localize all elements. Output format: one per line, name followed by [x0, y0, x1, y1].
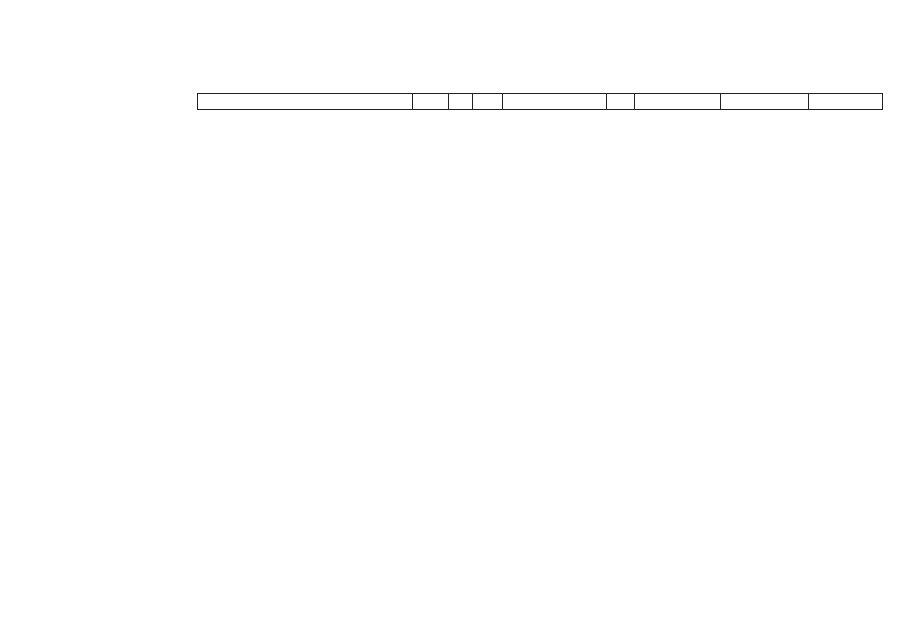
- header-rz: [448, 94, 472, 109]
- header-csr: [502, 94, 606, 109]
- header-2019: [808, 94, 882, 109]
- header-vr: [606, 94, 634, 109]
- header-2018: [720, 94, 808, 109]
- header-name: [198, 94, 412, 109]
- header-ved: [412, 94, 448, 109]
- header-2017: [634, 94, 720, 109]
- table-header: [197, 93, 883, 110]
- header-pr: [472, 94, 502, 109]
